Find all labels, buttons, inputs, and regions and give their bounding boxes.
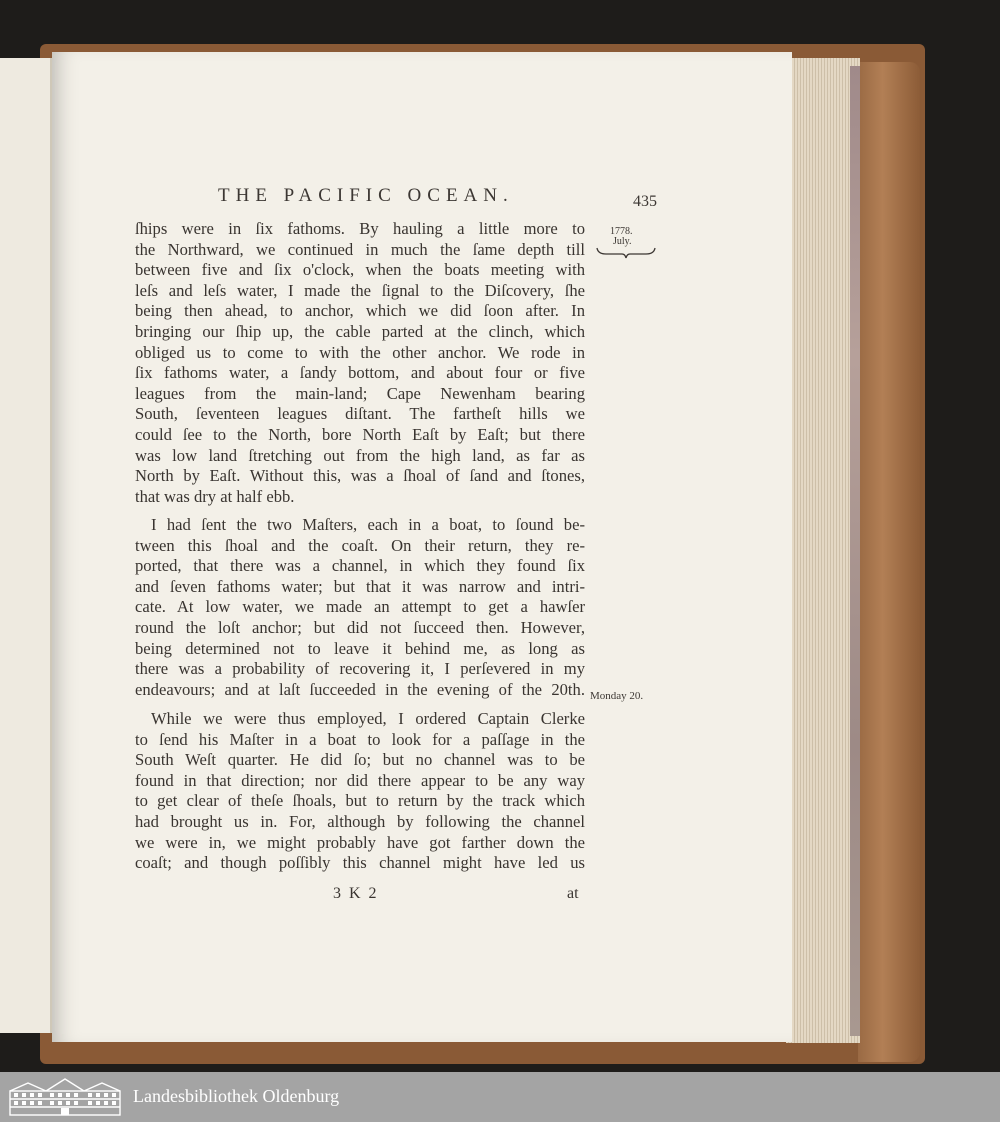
- text-line: being determined not to leave it behind me, as long as: [135, 638, 585, 658]
- book-board: [858, 62, 920, 1062]
- margin-month: July.: [613, 236, 632, 247]
- library-footer-bar: [0, 1072, 1000, 1122]
- text-line: between five and ſix o'clock, when the boats meeting with: [135, 260, 585, 280]
- text-line: ported, that there was a channel, in which they found ſix: [135, 556, 585, 576]
- text-line: that was dry at half ebb.: [135, 486, 295, 506]
- text-line: to get clear of theſe ſhoals, but to return by the track which: [135, 791, 585, 811]
- running-head: THE PACIFIC OCEAN.: [218, 185, 514, 206]
- text-line: endeavours; and at laſt ſucceeded in the evening of the 20th.: [135, 679, 585, 699]
- text-line: South, ſeventeen leagues diſtant. The fartheſt hills we: [135, 404, 585, 424]
- text-line: could ſee to the North, bore North Eaſt by Eaſt; but there: [135, 424, 585, 444]
- library-name: Landesbibliothek Oldenburg: [133, 1086, 340, 1106]
- text-line: the Northward, we continued in much the ſame depth till: [135, 239, 585, 259]
- text-line: we were in, we might probably have got farther down the: [135, 832, 585, 852]
- text-line: I had ſent the two Maſters, each in a boat, to ſound be-: [151, 515, 585, 534]
- library-building-icon: [8, 1077, 122, 1117]
- text-line: coaſt; and though poſſibly this channel might have led us: [135, 853, 585, 873]
- page-number: 435: [633, 193, 657, 210]
- paragraph-2: [135, 515, 585, 700]
- text-line: South Weſt quarter. He did ſo; but no channel was to be: [135, 750, 585, 770]
- paragraph-3: [135, 709, 585, 874]
- text-line: While we were thus employed, I ordered Captain Clerke: [151, 709, 585, 728]
- text-line: tween this ſhoal and the coaſt. On their return, they re-: [135, 535, 585, 555]
- text-line: ſix fathoms water, a ſandy bottom, and about four or five: [135, 363, 585, 383]
- text-line: cate. At low water, we made an attempt to get a hawſer: [135, 597, 585, 617]
- catchword: at: [567, 885, 579, 902]
- margin-year: 1778.: [610, 226, 633, 237]
- signature-mark: 3 K 2: [333, 885, 379, 902]
- text-line: and ſeven fathoms water; but that it was narrow and intri-: [135, 576, 585, 596]
- text-line: leſs and leſs water, I made the ſignal to the Diſcovery, ſhe: [135, 280, 585, 300]
- text-line: was low land ſtretching out from the high land, as far as: [135, 445, 585, 465]
- margin-note-day: Monday 20.: [590, 690, 644, 702]
- text-line: there was a probability of recovering it, I perſevered in my: [135, 659, 585, 679]
- left-page-edge: [0, 58, 52, 1033]
- text-line: round the loſt anchor; but did not ſucceed then. However,: [135, 617, 585, 637]
- text-line: being then ahead, to anchor, which we did ſoon after. In: [135, 301, 585, 321]
- text-line: to ſend his Maſter in a boat to look for a paſſage in the: [135, 729, 585, 749]
- text-line: ſhips were in ſix fathoms. By hauling a little more to: [135, 219, 585, 238]
- text-line: found in that direction; nor did there appear to be any way: [135, 770, 585, 790]
- text-line: leagues from the main-land; Cape Newenham bearing: [135, 383, 585, 403]
- text-line: bringing our ſhip up, the cable parted at the clinch, which: [135, 321, 585, 341]
- text-line: North by Eaſt. Without this, was a ſhoal of ſand and ſtones,: [135, 466, 585, 486]
- sprinkled-edge: [850, 66, 860, 1036]
- margin-brace: [596, 246, 656, 260]
- page-block-edges: [786, 58, 860, 1043]
- paragraph-1: [135, 219, 585, 507]
- text-line: had brought us in. For, although by following the channel: [135, 811, 585, 831]
- text-line: obliged us to come to with the other anchor. We rode in: [135, 342, 585, 362]
